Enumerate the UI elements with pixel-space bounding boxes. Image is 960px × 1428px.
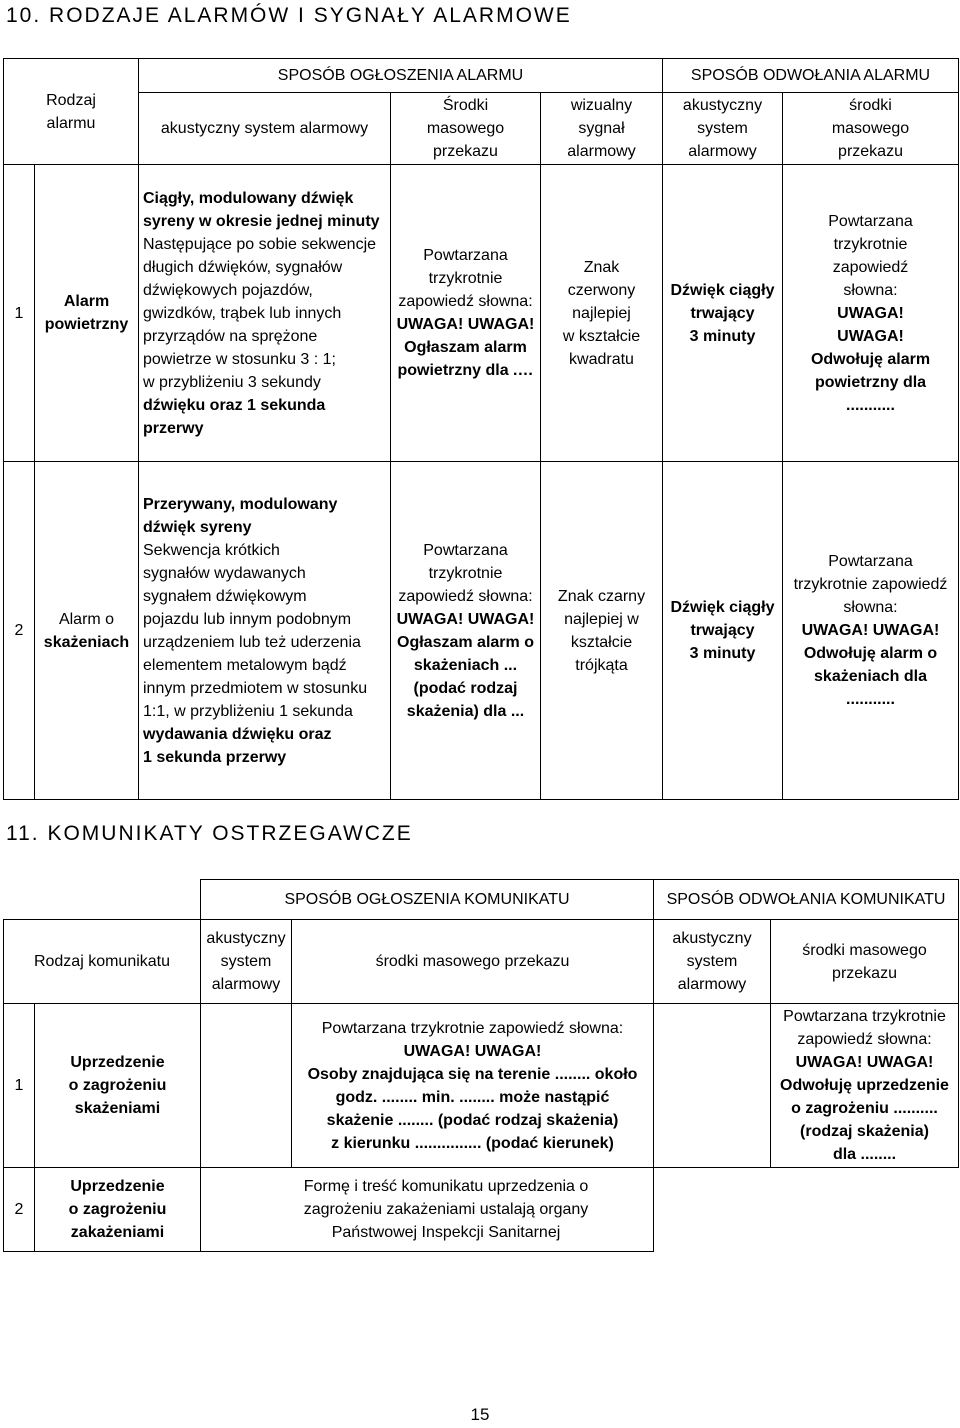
alarm-types-table: [3, 58, 959, 800]
text-line: trwający: [690, 622, 755, 639]
row-number: 2: [4, 1168, 35, 1252]
table-row: [4, 462, 959, 800]
text-line: skażenia) dla ...: [406, 702, 525, 720]
text-line: Powtarzana: [828, 212, 913, 230]
text-line: Odwołuję uprzedzenie: [780, 1077, 949, 1094]
text-line: UWAGA!: [837, 304, 904, 322]
text-line: trójkąta: [575, 656, 628, 674]
text-line: dźwięku oraz 1 sekunda: [143, 396, 326, 414]
text-line: sygnałów wydawanych: [143, 564, 306, 582]
text-line: skażeniach ...: [413, 656, 518, 674]
header-odwolanie-akustyczny: akustyczny system alarmowy: [654, 920, 771, 1004]
text-line: najlepiej: [572, 304, 631, 322]
text-line: Powtarzana: [423, 541, 508, 559]
text-line: Znak: [583, 258, 620, 276]
section-11-heading: 11. KOMUNIKATY OSTRZEGAWCZE: [6, 822, 413, 845]
text-line: pojazdu lub innym podobnym: [143, 610, 352, 628]
text-line: dźwiękowych pojazdów,: [143, 281, 313, 299]
odwolanie-akustyczny-description: [663, 462, 783, 800]
text-line: syreny w okresie jednej minuty: [143, 212, 380, 230]
text-line: skażeniach dla: [814, 668, 927, 685]
text-line: w kształcie: [562, 327, 641, 345]
alarm-name: Alarm powietrzny: [35, 165, 139, 462]
table-row: [4, 1168, 959, 1252]
text-line: Ciągły, modulowany dźwięk: [143, 189, 354, 207]
row-number: 1: [4, 1004, 35, 1168]
odwolanie-akustyczny-description: [663, 165, 783, 462]
text-line: 3 minuty: [689, 327, 756, 345]
odwolanie-srodki-description: [783, 462, 959, 800]
section-10-heading: 10. RODZAJE ALARMÓW I SYGNAŁY ALARMOWE: [6, 4, 572, 27]
text-line: Znak czarny: [557, 587, 646, 605]
header-sposob-odwolania: SPOSÓB ODWOŁANIA ALARMU: [663, 59, 959, 93]
alarm-name: Alarm o skażeniach: [35, 462, 139, 800]
text-line: UWAGA! UWAGA!: [396, 610, 535, 628]
text-line: Sekwencja krótkich: [143, 541, 280, 559]
text-line: trzykrotnie: [428, 270, 503, 287]
text-line: trzykrotnie: [428, 564, 503, 582]
text-line: zagrożeniu zakażeniami ustalają organy: [303, 1201, 589, 1218]
odwolanie-akustyczny-cell: [654, 1004, 771, 1168]
text-line: zapowiedź słowna:: [797, 1031, 932, 1048]
header-srodki-masowego-przekazu: środki masowego przekazu: [292, 920, 654, 1004]
text-line: Powtarzana trzykrotnie: [783, 1008, 946, 1025]
header-odwolanie-srodki: środki masowego przekazu: [783, 93, 959, 165]
text-line: Państwowej Inspekcji Sanitarnej: [331, 1224, 561, 1241]
text-line: powietrzny dla: [814, 373, 927, 391]
text-line: zapowiedź słowna:: [398, 293, 533, 310]
text-line: UWAGA! UWAGA!: [801, 622, 940, 639]
text-line: Następujące po sobie sekwencje: [143, 235, 377, 253]
header-odwolanie-akustyczny: akustyczny system alarmowy: [663, 93, 783, 165]
text-line: Dźwięk ciągły: [670, 281, 775, 299]
text-line: godz. ........ min. ........ może nastąpić: [335, 1088, 610, 1106]
text-line: kwadratu: [569, 350, 634, 368]
akustyczny-description: [139, 165, 391, 462]
text-line: powietrzny dla .…: [397, 362, 534, 379]
text-line: UWAGA! UWAGA!: [403, 1042, 542, 1060]
header-akustyczny: akustyczny system alarmowy: [201, 920, 292, 1004]
text-line: ...........: [846, 691, 895, 708]
text-line: powietrze w stosunku 3 : 1;: [143, 350, 336, 368]
page-number: 15: [470, 1405, 490, 1424]
table-row: [4, 165, 959, 462]
table-row: [4, 1004, 959, 1168]
text-line: Odwołuję alarm: [810, 350, 931, 368]
text-line: gwizdków, trąbek lub innych: [143, 304, 342, 322]
text-line: Powtarzana: [423, 247, 508, 264]
text-line: w przybliżeniu 3 sekundy: [143, 373, 321, 391]
text-line: sygnałem dźwiękowym: [143, 587, 307, 605]
header-wizualny-sygnal: wizualny sygnał alarmowy: [541, 93, 663, 165]
text-line: przerwy: [143, 419, 204, 437]
header-akustyczny: akustyczny system alarmowy: [139, 93, 391, 165]
text-line: wydawania dźwięku oraz: [143, 725, 332, 743]
text-line: UWAGA!: [837, 327, 904, 345]
text-line: dla ........: [832, 1146, 897, 1163]
header-rodzaj-alarmu: Rodzaj alarmu: [4, 59, 139, 165]
odwolanie-akustyczny-cell: [654, 1168, 771, 1252]
header-sposob-odwolania-komunikatu: SPOSÓB ODWOŁANIA KOMUNIKATU: [654, 880, 959, 920]
text-line: innym przedmiotem w stosunku: [143, 679, 368, 697]
row-number: 1: [4, 165, 35, 462]
akustyczny-description: [139, 462, 391, 800]
header-sposob-ogloszenia-komunikatu: SPOSÓB OGŁOSZENIA KOMUNIKATU: [201, 880, 654, 920]
srodki-description: [391, 462, 541, 800]
text-line: urządzeniem lub też uderzenia: [143, 633, 361, 651]
header-rodzaj-komunikatu: Rodzaj komunikatu: [4, 920, 201, 1004]
text-line: 1 sekunda przerwy: [143, 748, 287, 766]
text-line: Ogłaszam alarm: [404, 339, 527, 356]
text-line: Ogłaszam alarm o: [397, 633, 534, 651]
text-line: skażenie ........ (podać rodzaj skażenia): [326, 1111, 619, 1129]
text-line: 3 minuty: [689, 645, 756, 662]
row-number: 2: [4, 462, 35, 800]
text-line: słowna:: [843, 281, 898, 299]
odwolanie-srodki-description: [783, 165, 959, 462]
akustyczny-cell: [201, 1004, 292, 1168]
message-name: Uprzedzenie o zagrożeniu zakażeniami: [35, 1168, 201, 1252]
text-line: Odwołuję alarm o: [803, 645, 938, 662]
text-line: (rodzaj skażenia): [800, 1123, 929, 1140]
text-line: o zagrożeniu ..........: [791, 1100, 938, 1117]
text-line: zapowiedź: [832, 258, 909, 276]
text-line: Przerywany, modulowany: [143, 495, 338, 513]
text-line: dźwięk syreny: [143, 518, 252, 536]
text-line: słowna:: [843, 599, 898, 616]
text-line: (podać rodzaj: [413, 679, 518, 697]
header-srodki-masowego-przekazu: Środki masowego przekazu: [391, 93, 541, 165]
text-line: UWAGA! UWAGA!: [396, 316, 535, 333]
text-line: 1:1, w przybliżeniu 1 sekunda: [143, 702, 353, 720]
text-line: trzykrotnie zapowiedź: [793, 576, 948, 593]
text-line: elementem metalowym bądź: [143, 656, 347, 674]
text-line: kształcie: [570, 633, 633, 651]
text-line: Osoby znajdująca się na terenie ........ około: [307, 1065, 638, 1083]
text-line: UWAGA! UWAGA!: [795, 1054, 934, 1071]
wizualny-description: [541, 165, 663, 462]
text-line: Formę i treść komunikatu uprzedzenia o: [303, 1178, 589, 1195]
header-odwolanie-srodki: środki masowego przekazu: [771, 920, 959, 1004]
odwolanie-srodki-description: [771, 1004, 959, 1168]
text-line: najlepiej w: [564, 610, 639, 628]
wizualny-description: [541, 462, 663, 800]
srodki-description: [292, 1004, 654, 1168]
odwolanie-srodki-cell: [771, 1168, 959, 1252]
text-line: Powtarzana trzykrotnie zapowiedź słowna:: [321, 1019, 624, 1037]
header-sposob-ogloszenia: SPOSÓB OGŁOSZENIA ALARMU: [139, 59, 663, 93]
srodki-description: [391, 165, 541, 462]
header-empty: [4, 880, 201, 920]
text-line: długich dźwięków, sygnałów: [143, 258, 343, 276]
text-line: Powtarzana: [828, 553, 913, 570]
text-line: trwający: [690, 304, 755, 322]
text-line: zapowiedź słowna:: [398, 587, 533, 605]
text-line: ...........: [846, 396, 895, 414]
text-line: przyrządów na sprężone: [143, 327, 318, 345]
text-line: trzykrotnie: [833, 235, 908, 253]
text-line: czerwony: [567, 281, 636, 299]
srodki-description: [201, 1168, 654, 1252]
warning-messages-table: [3, 879, 959, 1252]
message-name: Uprzedzenie o zagrożeniu skażeniami: [35, 1004, 201, 1168]
text-line: Dźwięk ciągły: [670, 599, 775, 616]
text-line: z kierunku ............... (podać kierunek): [331, 1134, 614, 1152]
